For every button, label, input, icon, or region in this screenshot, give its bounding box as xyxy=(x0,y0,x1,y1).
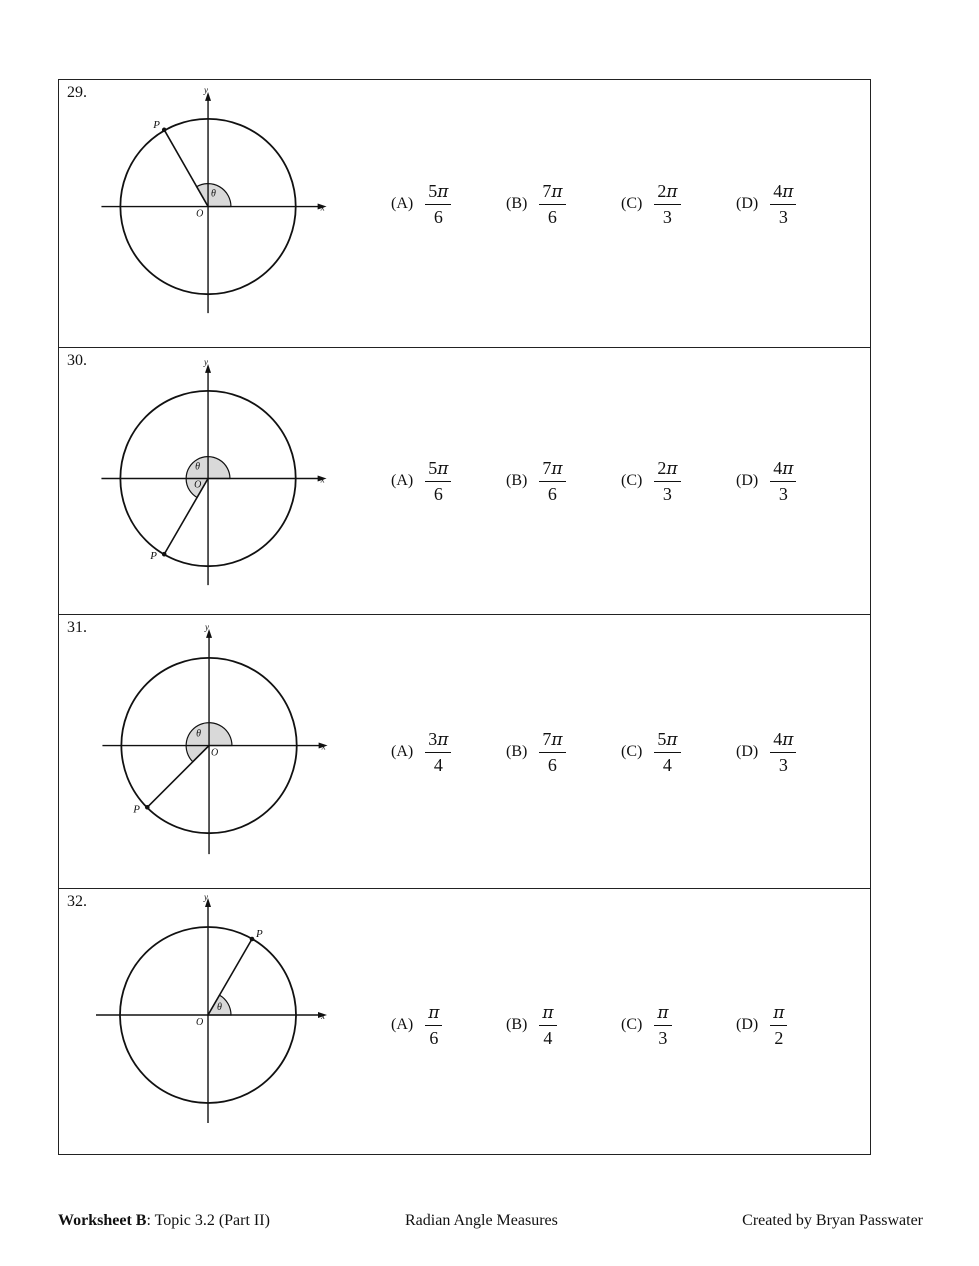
question-number: 29. xyxy=(67,84,87,101)
choice-a[interactable]: (A) $\frac{3\pi}{4}$ xyxy=(391,729,451,775)
worksheet-grid xyxy=(58,79,871,1155)
problem-32 xyxy=(59,889,870,1156)
point-label: P xyxy=(133,803,141,816)
y-axis-label: y xyxy=(204,356,209,367)
x-axis-label: x xyxy=(321,741,326,752)
origin-label: O xyxy=(196,208,204,220)
fraction: $\frac{\pi}{4}$ xyxy=(539,1002,556,1048)
origin-label: O xyxy=(194,479,202,491)
x-axis-label: x xyxy=(320,474,325,485)
unit-circle-diagram xyxy=(59,80,379,347)
problem-31 xyxy=(59,615,870,889)
question-number: 32. xyxy=(67,893,87,910)
choice-b[interactable]: (B) $\frac{7\pi}{6}$ xyxy=(506,458,566,504)
y-axis-label: y xyxy=(204,84,209,95)
choice-b[interactable]: (B) $\frac{\pi}{4}$ xyxy=(506,1002,557,1048)
fraction: $\frac{7\pi}{6}$ xyxy=(539,181,565,227)
point-label: P xyxy=(150,550,157,563)
choice-d[interactable]: (D) $\frac{4\pi}{3}$ xyxy=(736,181,796,227)
angle-label: θ xyxy=(217,1002,222,1013)
choice-d[interactable]: (D) $\frac{4\pi}{3}$ xyxy=(736,729,796,775)
fraction: $\frac{4\pi}{3}$ xyxy=(770,458,796,504)
footer-topic: Radian Angle Measures xyxy=(405,1212,558,1229)
question-number: 30. xyxy=(67,352,87,369)
question-number: 31. xyxy=(67,619,87,636)
angle-label: θ xyxy=(195,461,200,473)
choice-c[interactable]: (C) $\frac{5\pi}{4}$ xyxy=(621,729,681,775)
unit-circle-figure xyxy=(59,80,379,347)
choice-a[interactable]: (A) $\frac{5\pi}{6}$ xyxy=(391,181,451,227)
point-label: P xyxy=(256,928,263,940)
origin-label: O xyxy=(211,747,219,759)
fraction: $\frac{\pi}{2}$ xyxy=(770,1002,787,1048)
fraction: $\frac{5\pi}{4}$ xyxy=(654,729,680,775)
fraction: $\frac{2\pi}{3}$ xyxy=(654,181,680,227)
choice-d[interactable]: (D) $\frac{\pi}{2}$ xyxy=(736,1002,787,1048)
fraction: $\frac{4\pi}{3}$ xyxy=(770,729,796,775)
fraction: $\frac{5\pi}{6}$ xyxy=(425,181,451,227)
fraction: $\frac{3\pi}{4}$ xyxy=(425,729,451,775)
problem-29 xyxy=(59,80,870,348)
fraction: $\frac{4\pi}{3}$ xyxy=(770,181,796,227)
y-axis-label: y xyxy=(204,892,208,902)
unit-circle-diagram xyxy=(59,348,379,614)
footer-worksheet: Worksheet B: Topic 3.2 (Part II) xyxy=(58,1212,270,1229)
choice-b[interactable]: (B) $\frac{7\pi}{6}$ xyxy=(506,729,566,775)
choice-a[interactable]: (A) $\frac{5\pi}{6}$ xyxy=(391,458,451,504)
origin-label: O xyxy=(196,1017,204,1028)
problem-30 xyxy=(59,348,870,615)
choice-b[interactable]: (B) $\frac{7\pi}{6}$ xyxy=(506,181,566,227)
x-axis-label: x xyxy=(321,1011,325,1021)
choice-c[interactable]: (C) $\frac{2\pi}{3}$ xyxy=(621,458,681,504)
choice-c[interactable]: (C) $\frac{\pi}{3}$ xyxy=(621,1002,672,1048)
unit-circle-figure xyxy=(59,615,379,888)
fraction: $\frac{5\pi}{6}$ xyxy=(425,458,451,504)
footer-author: Created by Bryan Passwater xyxy=(742,1212,923,1229)
choice-a[interactable]: (A) $\frac{\pi}{6}$ xyxy=(391,1002,442,1048)
fraction: $\frac{7\pi}{6}$ xyxy=(539,729,565,775)
fraction: $\frac{2\pi}{3}$ xyxy=(654,458,680,504)
unit-circle-diagram xyxy=(59,889,379,1156)
unit-circle-figure xyxy=(59,889,379,1156)
unit-circle-diagram xyxy=(59,615,379,888)
fraction: $\frac{\pi}{6}$ xyxy=(425,1002,442,1048)
unit-circle-figure xyxy=(59,348,379,614)
fraction: $\frac{\pi}{3}$ xyxy=(654,1002,671,1048)
x-axis-label: x xyxy=(320,202,325,213)
point-label: P xyxy=(153,118,160,131)
y-axis-label: y xyxy=(205,621,210,632)
fraction: $\frac{7\pi}{6}$ xyxy=(539,458,565,504)
angle-label: θ xyxy=(196,728,201,740)
angle-label: θ xyxy=(211,188,216,200)
choice-c[interactable]: (C) $\frac{2\pi}{3}$ xyxy=(621,181,681,227)
choice-d[interactable]: (D) $\frac{4\pi}{3}$ xyxy=(736,458,796,504)
